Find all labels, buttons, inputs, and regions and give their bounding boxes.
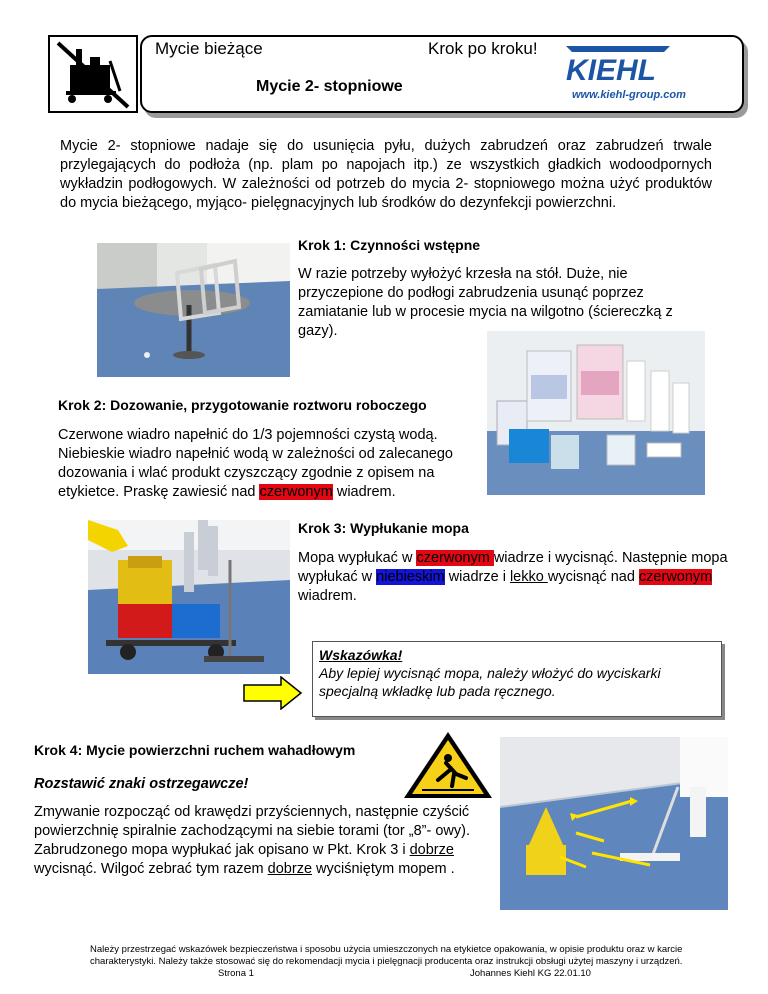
highlight-red: czerwonym	[638, 569, 713, 585]
header-step-by-step: Krok po kroku!	[428, 39, 538, 58]
footer	[90, 944, 720, 968]
logo-url: www.kiehl-group.com	[572, 89, 686, 101]
step-1-text: W razie potrzeby wyłożyć krzesła na stół. Duże, nie przyczepione do podłogi zabrudzenia usunąć poprzez zamiatanie lub w procesie mycia na wilgotno (ściereczką z gazy).	[298, 266, 673, 339]
step-4-warning: Rozstawić znaki ostrzegawcze!	[34, 776, 249, 792]
intro-paragraph: Mycie 2- stopniowe nadaje się do usunięcia pyłu, dużych zabrudzeń oraz zabrudzeń trwale przylegających do podłoża (np. plam po napojach itp.) ze wszystkich gładkich wodoodpornych wykładzin podłogowych. W zależności od potrzeb do mycia 2- stopniowego można użyć produktów do mycia bieżącego, myjąco- pielęgnacyjnych lub środków do dezynfekcji powierzchni.	[60, 138, 712, 211]
highlight-red: czerwonym	[259, 484, 333, 500]
arrow-right-icon	[243, 676, 303, 710]
tip-text: Aby lepiej wycisnąć mopa, należy włożyć do wyciskarki specjalną wkładkę lub pada ręcznego.	[319, 665, 661, 699]
footer-disclaimer: Należy przestrzegać wskazówek bezpieczeństwa i sposobu użycia umieszczonych na etykietce opakowania, w opisie produktu oraz w karcie charakterystyki. Należy także stosować się do rekomendacji mycia i pielęgnacji producenta oraz instrukcji obsługi użytej maszyny i urządzeń.	[90, 944, 683, 967]
cleaning-cart-icon	[48, 35, 138, 113]
tip-title: Wskazówka!	[319, 647, 403, 663]
chairs-on-table-photo	[97, 243, 290, 377]
header-category: Mycie bieżące	[155, 39, 263, 58]
logo-text: KIEHL	[566, 54, 656, 87]
step-3-text: Mopa wypłukać w czerwonym wiadrze i wycisnąć. Następnie mopa wypłukać w niebieskim wiadrze i lekko wycisnąć nad czerwonym wiadrem.	[298, 550, 728, 604]
kiehl-logo	[552, 42, 732, 104]
step-3-title: Krok 3: Wypłukanie mopa	[298, 520, 469, 536]
page-title: Mycie 2- stopniowe	[256, 78, 403, 95]
slippery-floor-warning-icon	[402, 730, 494, 800]
footer-author: Johannes Kiehl KG 22.01.10	[470, 968, 591, 979]
step-2-text: Czerwone wiadro napełnić do 1/3 pojemności czystą wodą. Niebieskie wiadro napełnić wodą w zależności od zalecanego dozowania i wlać produkt czyszczący zgodnie z opisem na etykietce. Praskę zawiesić nad czerwonym wiadrem.	[58, 427, 453, 500]
highlight-blue: niebieskim	[376, 569, 445, 585]
step-2-title: Krok 2: Dozowanie, przygotowanie roztworu roboczego	[58, 397, 427, 413]
mop-cart-photo	[88, 520, 290, 674]
tip-box	[312, 641, 722, 717]
products-photo	[487, 331, 705, 495]
step-4-title: Krok 4: Mycie powierzchni ruchem wahadłowym	[34, 742, 356, 758]
step-1-title: Krok 1: Czynności wstępne	[298, 237, 481, 253]
highlight-red: czerwonym	[416, 550, 494, 566]
footer-page: Strona 1	[218, 968, 254, 979]
step-4-text: Zmywanie rozpocząć od krawędzi przyściennych, następnie czyścić powierzchnię spiralnie zachodzącymi na siebie torami (tor „8”- owy). Zabrudzonego mopa wypłukać jak opisano w Pkt. Krok 3 i dobrze wycisnąć. Wilgoć zebrać tym razem dobrze wyciśniętym mopem .	[34, 804, 470, 877]
mopping-floor-photo	[500, 737, 728, 910]
